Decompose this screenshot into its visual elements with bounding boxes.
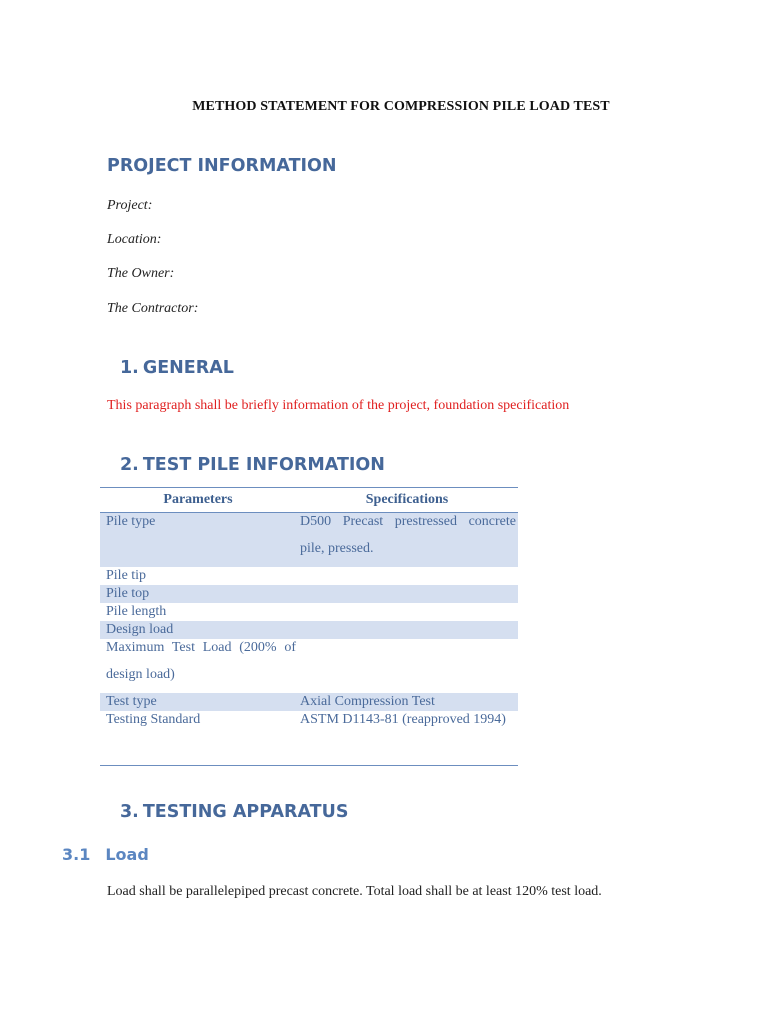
general-heading <box>120 358 234 378</box>
owner-label: The Owner: <box>107 266 175 281</box>
row-parameter: Pile type <box>106 514 156 529</box>
row-parameter: Design load <box>106 622 174 637</box>
header-specifications: Specifications <box>365 492 449 507</box>
apparatus-heading-text: TESTING APPARATUS <box>142 802 349 822</box>
table-row <box>100 567 518 585</box>
load-number: 3.1 <box>62 845 91 864</box>
contractor-label: The Contractor: <box>107 301 199 316</box>
row-specification: ASTM D1143-81 (reapproved 1994) <box>300 712 506 727</box>
row-parameter: Test type <box>106 694 157 709</box>
testing-apparatus-heading <box>120 802 348 822</box>
test-pile-number: 2. <box>120 455 139 475</box>
table-row <box>100 639 518 693</box>
project-information-heading: PROJECT INFORMATION <box>107 156 337 176</box>
table-row <box>100 711 518 765</box>
row-parameter: Pile length <box>106 604 167 619</box>
project-label: Project: <box>107 198 153 213</box>
apparatus-number: 3. <box>120 802 139 822</box>
table-row <box>100 603 518 621</box>
general-number: 1. <box>120 358 139 378</box>
document-title: METHOD STATEMENT FOR COMPRESSION PILE LOAD TEST <box>192 99 610 114</box>
row-specification <box>296 603 518 621</box>
row-parameter: Maximum Test Load (200% of design load) <box>106 640 296 682</box>
row-parameter: Testing Standard <box>106 712 201 727</box>
table-row <box>100 585 518 603</box>
test-pile-heading <box>120 455 385 475</box>
test-pile-table <box>100 487 518 766</box>
row-specification <box>296 585 518 603</box>
row-specification: D500 Precast prestressed concrete pile, pressed. <box>300 514 516 556</box>
general-paragraph: This paragraph shall be briefly information of the project, foundation specification <box>107 398 570 413</box>
test-pile-heading-text: TEST PILE INFORMATION <box>142 455 385 475</box>
row-parameter: Pile top <box>106 586 150 601</box>
load-heading-text: Load <box>105 845 149 864</box>
row-specification <box>296 567 518 585</box>
load-subheading <box>62 845 149 864</box>
table-row <box>100 513 518 567</box>
row-parameter: Pile tip <box>106 568 147 583</box>
row-specification: Axial Compression Test <box>300 694 435 709</box>
general-heading-text: GENERAL <box>142 358 234 378</box>
location-label: Location: <box>107 232 162 247</box>
row-specification <box>296 634 518 693</box>
load-paragraph: Load shall be parallelepiped precast concrete. Total load shall be at least 120% test load. <box>107 884 602 899</box>
header-parameters: Parameters <box>163 492 233 507</box>
